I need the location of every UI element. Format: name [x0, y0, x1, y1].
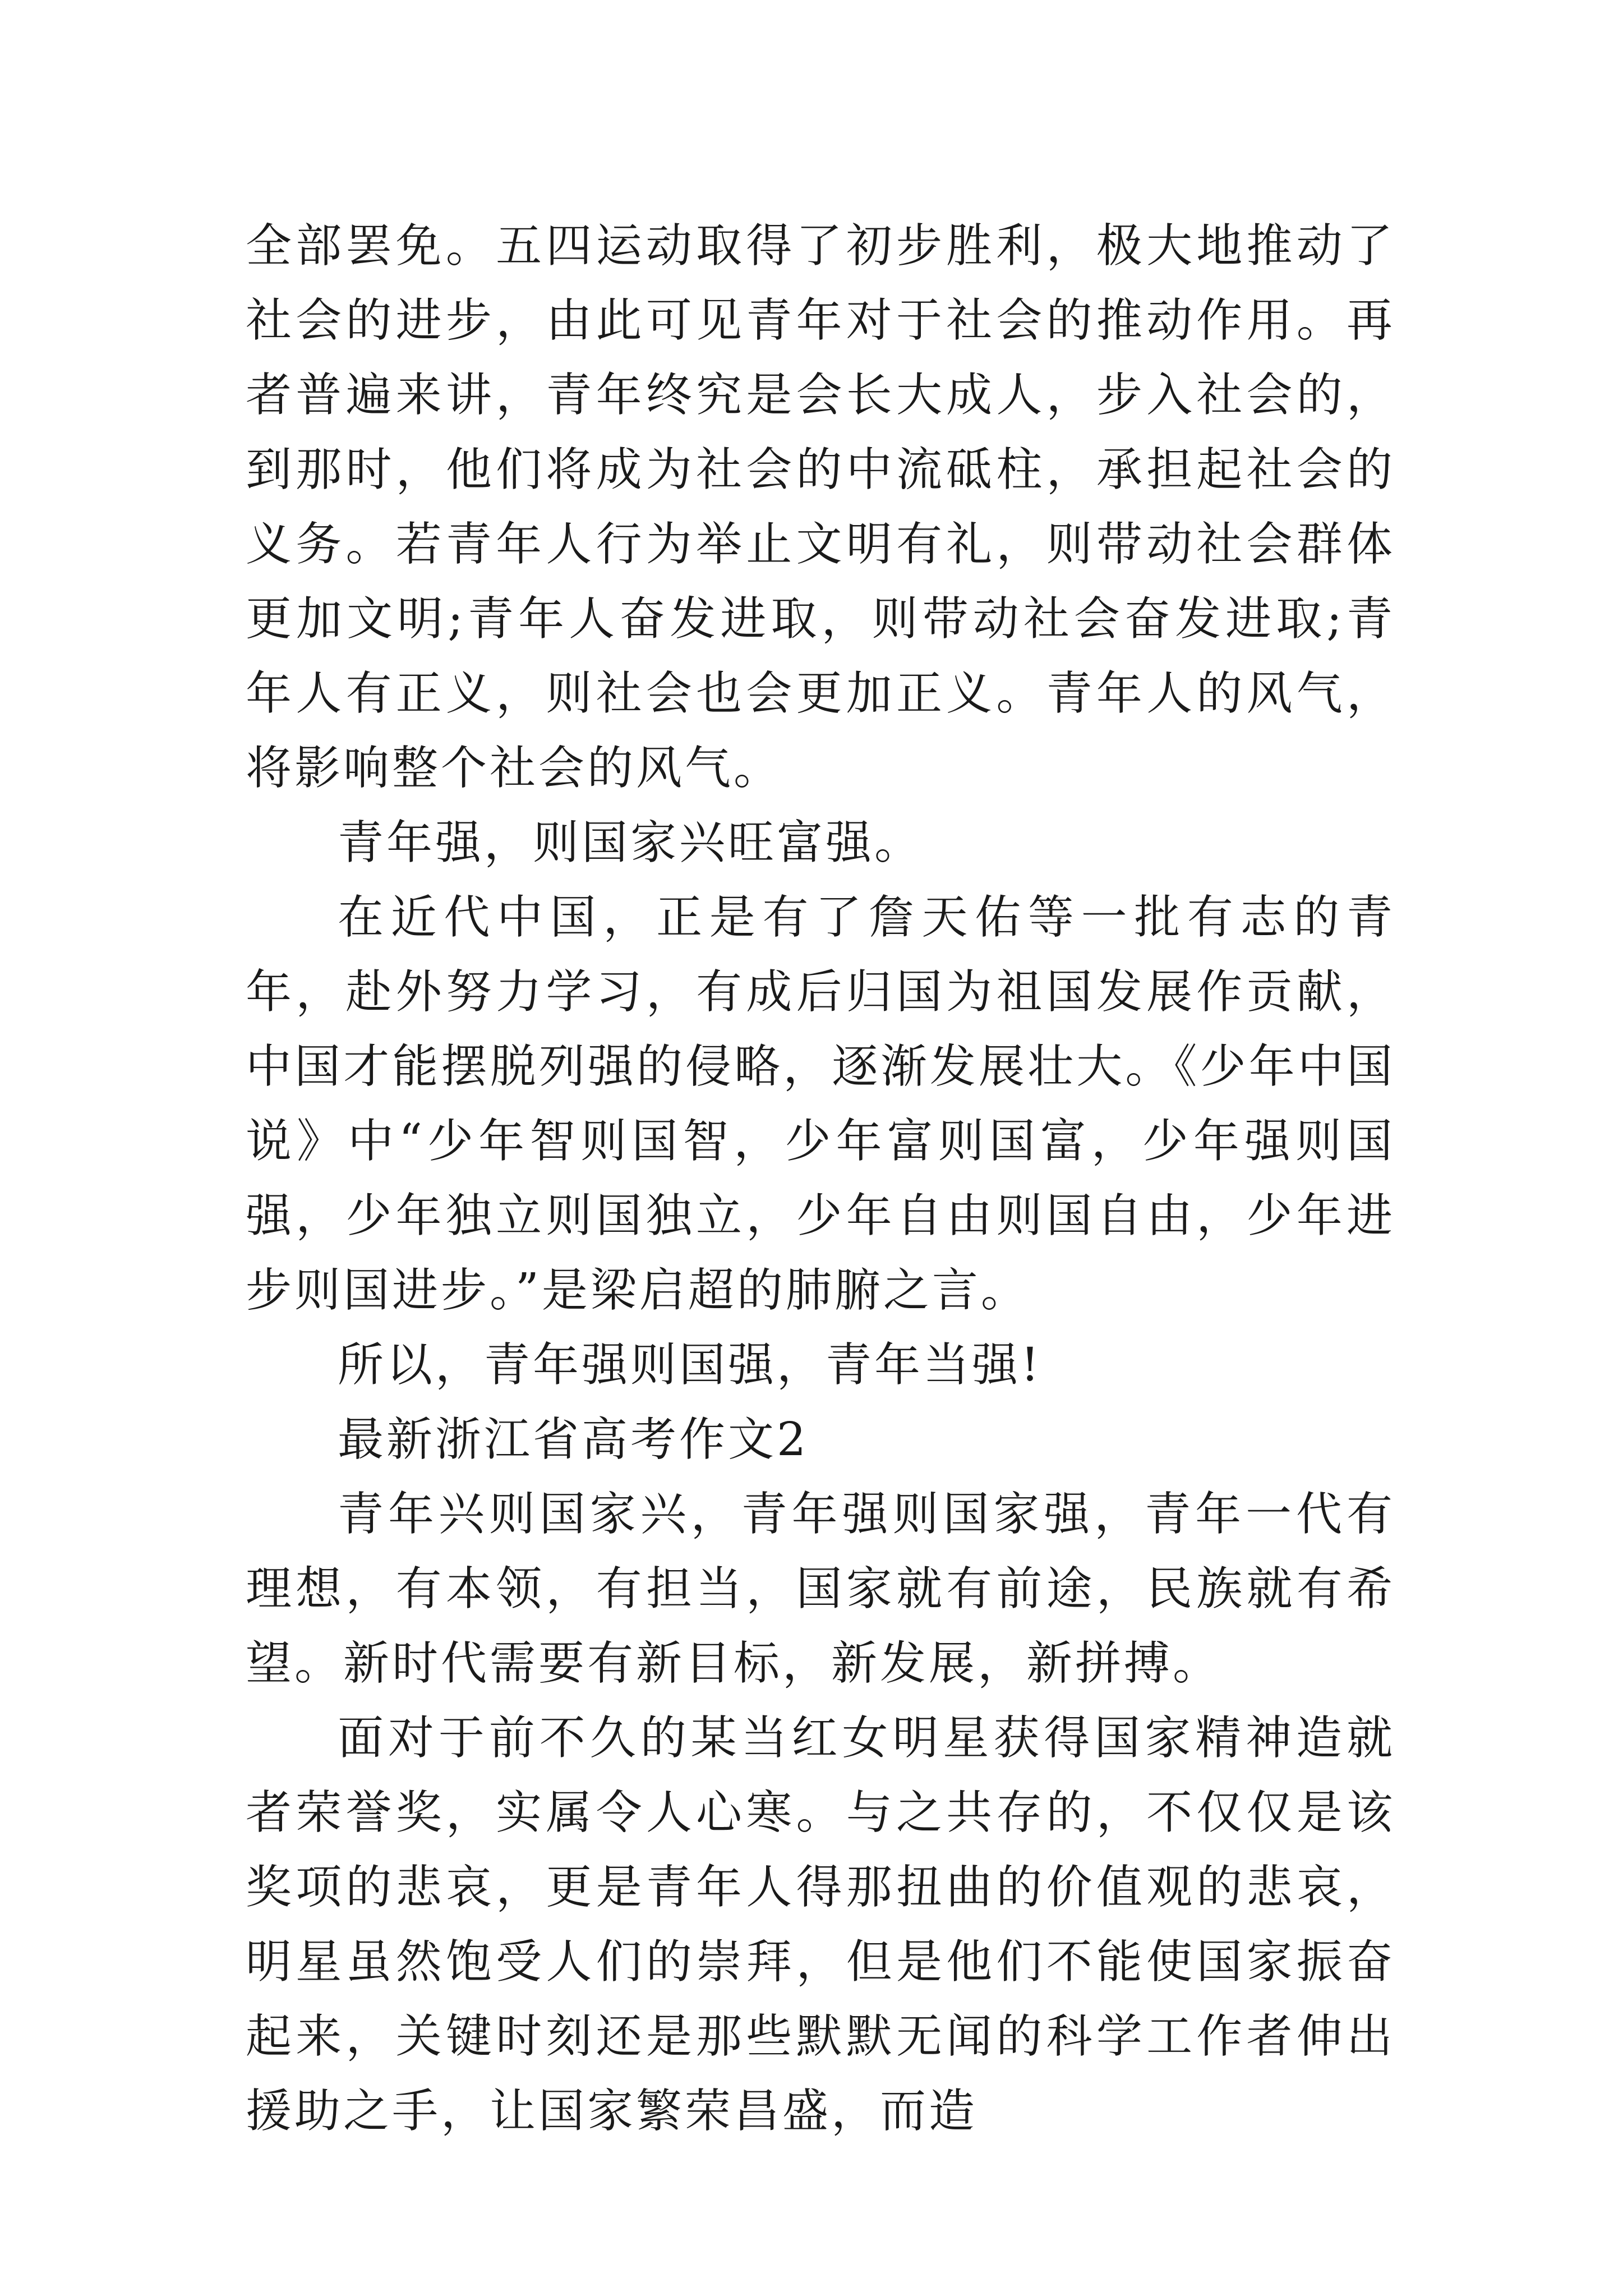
- paragraph: 在近代中国，正是有了詹天佑等一批有志的青年，赴外努力学习，有成后归国为祖国发展作贡献，中国才能摆脱列强的侵略，逐渐发展壮大。《少年中国说》中“少年智则国智，少年富则国富，少年强则国强，少年独立则国独立，少年自由则国自由，少年进步则国进步。”是梁启超的肺腑之言。: [246, 891, 1395, 1317]
- paragraph: 所以，青年强则国强，青年当强!: [338, 1338, 1042, 1392]
- document-body: [246, 209, 1395, 2148]
- section-heading: 最新浙江省高考作文2: [338, 1413, 809, 1466]
- paragraph: 青年兴则国家兴，青年强则国家强，青年一代有理想，有本领，有担当，国家就有前途，民族就有希望。新时代需要有新目标，新发展，新拼搏。: [246, 1488, 1395, 1690]
- paragraph: 面对于前不久的某当红女明星获得国家精神造就者荣誉奖，实属令人心寒。与之共存的，不仅仅是该奖项的悲哀，更是青年人得那扭曲的价值观的悲哀，明星虽然饱受人们的崇拜，但是他们不能使国家振奋起来，关键时刻还是那些默默无闻的科学工作者伸出援助之手，让国家繁荣昌盛，而造: [246, 1711, 1395, 2138]
- paragraph: 青年强，则国家兴旺富强。: [338, 816, 924, 869]
- paragraph: 全部罢免。五四运动取得了初步胜利，极大地推动了社会的进步，由此可见青年对于社会的推动作用。再者普遍来讲，青年终究是会长大成人，步入社会的，到那时，他们将成为社会的中流砥柱，承担起社会的义务。若青年人行为举止文明有礼，则带动社会群体更加文明;青年人奋发进取，则带动社会奋发进取;青年人有正义，则社会也会更加正义。青年人的风气，将影响整个社会的风气。: [246, 219, 1395, 795]
